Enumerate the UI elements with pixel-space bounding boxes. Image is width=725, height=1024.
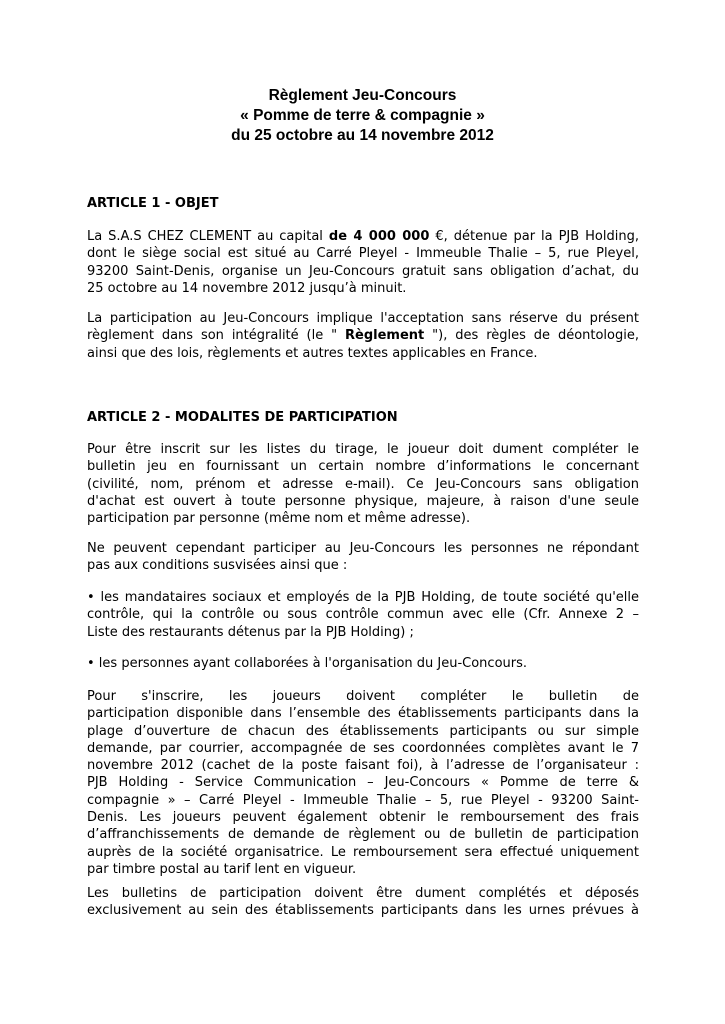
text-line: 93200 Saint-Denis, organise un Jeu-Concours gratuit sans obligation d’achat, du <box>87 263 639 279</box>
text-line <box>87 228 639 245</box>
text-line: (civilité, nom, prénom et adresse e-mail). Ce Jeu-Concours sans obligation <box>87 476 639 492</box>
text-line: • les mandataires sociaux et employés de la PJB Holding, de toute société qu'elle <box>87 590 639 605</box>
text-line: Pour être inscrit sur les listes du tirage, le joueur doit dument compléter le <box>87 442 639 457</box>
text-line: participation par personne (même nom et même adresse). <box>87 511 471 527</box>
text-line: PJB Holding - Service Communication – Jeu-Concours « Pomme de terre & <box>87 775 639 791</box>
text-line: novembre 2012 (cachet de la poste faisant foi), à l’adresse de l’organisateur : <box>87 758 639 774</box>
text-span: "), des règles de déontologie, <box>424 328 639 344</box>
text-line: La participation au Jeu-Concours implique l'acceptation sans réserve du présent <box>87 311 639 326</box>
text-line: par timbre postal au tarif lent en vigueur. <box>87 861 357 877</box>
text-line: pas aux conditions susvisées ainsi que : <box>87 558 348 574</box>
text-line: dont le siège social est situé au Carré Pleyel - Immeuble Thalie – 5, rue Pleyel, <box>87 246 639 262</box>
title-line-2: « Pomme de terre & compagnie » <box>240 107 485 124</box>
exclusion-bullet-2 <box>87 655 639 672</box>
text-line: Pour s'inscrire, les joueurs doivent compléter le bulletin de <box>87 689 639 704</box>
title-line-3: du 25 octobre au 14 novembre 2012 <box>231 127 494 144</box>
text-line: d’affranchissements de demande de règlement ou de bulletin de participation <box>87 827 639 843</box>
capital-amount: de 4 000 000 <box>328 229 430 244</box>
reglement-term: Règlement <box>345 328 425 344</box>
text-line <box>87 327 639 344</box>
text-line: contrôle, qui la contrôle ou sous contrôle commun avec elle (Cfr. Annexe 2 – <box>87 607 639 623</box>
article-2-paragraph-2 <box>87 540 639 575</box>
article-2-heading: ARTICLE 2 - MODALITES DE PARTICIPATION <box>87 410 398 425</box>
text-line: compagnie » – Carré Pleyel - Immeuble Thalie – 5, rue Pleyel - 93200 Saint- <box>87 792 639 808</box>
text-line: demande, par courrier, accompagnée de ses coordonnées complètes avant le 7 <box>87 740 639 756</box>
text-line: • les personnes ayant collaborées à l'organisation du Jeu-Concours. <box>87 656 528 671</box>
article-2-paragraph-4 <box>87 885 639 920</box>
text-line: participation disponible dans l’ensemble des établissements participants dans la <box>87 706 639 722</box>
text-line: Denis. Les joueurs peuvent également obtenir le remboursement des frais <box>87 810 639 826</box>
article-1-paragraph-1 <box>87 228 639 297</box>
article-2-paragraph-1 <box>87 441 639 527</box>
text-line: ainsi que des lois, règlements et autres textes applicables en France. <box>87 345 538 361</box>
title-line-1: Règlement Jeu-Concours <box>268 87 457 104</box>
document-title <box>0 86 725 146</box>
text-line: d'achat est ouvert à toute personne physique, majeure, à raison d'une seule <box>87 493 639 509</box>
text-line: bulletin jeu en fournissant un certain nombre d’informations le concernant <box>87 459 639 475</box>
text-line: exclusivement au sein des établissements participants dans les urnes prévues à <box>87 903 639 919</box>
text-line: 25 octobre au 14 novembre 2012 jusqu’à minuit. <box>87 280 407 296</box>
article-1-paragraph-2 <box>87 310 639 362</box>
text-line: Ne peuvent cependant participer au Jeu-Concours les personnes ne répondant <box>87 541 639 556</box>
text-line: Les bulletins de participation doivent être dument complétés et déposés <box>87 886 639 901</box>
text-span: règlement dans son intégralité (le " <box>87 328 346 344</box>
text-line: plage d’ouverture de chacun des établissements participants ou sur simple <box>87 723 639 739</box>
text-line: auprès de la société organisatrice. Le remboursement sera effectué uniquement <box>87 844 639 860</box>
text-span: La S.A.S CHEZ CLEMENT au capital <box>87 229 329 244</box>
text-line: Liste des restaurants détenus par la PJB Holding) ; <box>87 624 414 640</box>
article-1-heading: ARTICLE 1 - OBJET <box>87 196 219 211</box>
exclusion-bullet-1 <box>87 589 639 641</box>
article-2-paragraph-3 <box>87 688 639 878</box>
text-span: €, détenue par la PJB Holding, <box>429 229 639 244</box>
